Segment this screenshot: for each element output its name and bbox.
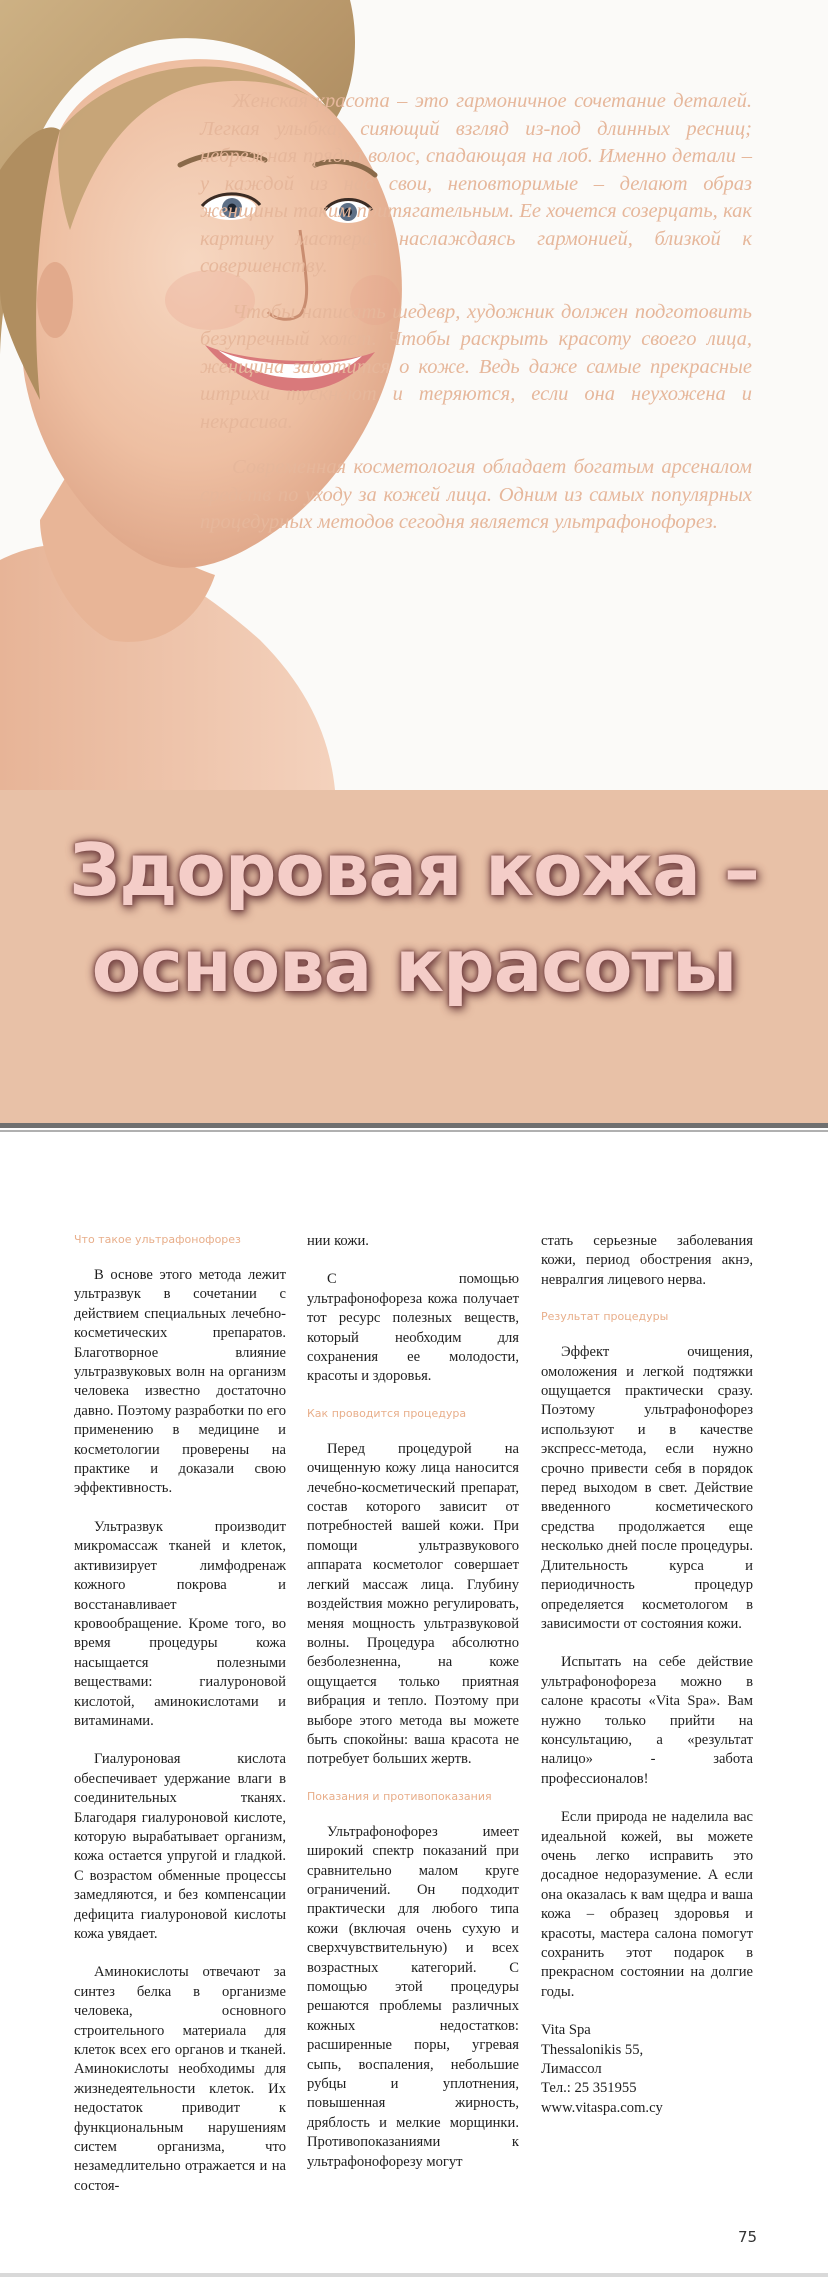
hero-photo-section [0,0,828,790]
article-column-1 [74,1232,286,2215]
paragraph: Ультразвук производит микромассаж тканей и клеток, активизирует лимфодренаж кожного покрова и восстанавливает кровообращение. Кроме того, во время процедуры кожа насыщается полезными веществами: гиалуроновой кислотой, аминокислотами и витаминами. [74,1518,286,1729]
article-column-3 [541,1232,753,2118]
paragraph: Эффект очищения, омоложения и легкой подтяжки ощущается практически сразу. Поэтому ультрафонофорез используют и в качестве экспресс-метода, если нужно срочно привести себя в порядок перед выходом в свет. Действие введенного косметического средства продолжается еще несколько дней после процедуры. Длительность курса и периодичность процедур определяется косметологом в зависимости от состояния кожи. [541,1344,753,1632]
title-line-1: Здоровая кожа – [69,828,759,912]
intro-paragraph: Чтобы написать шедевр, художник должен подготовить безупречный холст. Чтобы раскрыть красоту своего лица, женщина заботится о коже. Ведь даже самые прекрасные штрихи тускнеют и теряются, если она неухожена и некрасива. [200,300,752,433]
bottom-border [0,2273,828,2277]
article-title [0,822,828,1014]
paragraph: стать серьезные заболевания кожи, период обострения акнэ, невралгия лицевого нерва. [541,1233,753,1288]
paragraph: нии кожи. [307,1233,369,1249]
title-line-2: основа красоты [91,924,737,1008]
contact-address [541,2021,753,2118]
intro-paragraph: Женская красота – это гармоничное сочетание деталей. Легкая улыбка; сияющий взгляд из-под длинных ресниц; небрежная прядка волос, спадающая на лоб. Именно детали – у каждой из нас свои, неповторимые – делают образ женщины таким притягательным. Ее хочется созерцать, как картину мастера, наслаждаясь гармонией, близкой к совершенству. [200,90,752,277]
intro-text [200,88,752,555]
section-heading: Что такое ультрафонофорез [74,1233,241,1246]
paragraph: Испытать на себе действие ультрафонофореза можно в салоне красоты «Vita Spa». Вам нужно только прийти на консультацию, а «результат налицо» - забота профессионалов! [541,1654,753,1787]
paragraph: С помощью ультрафонофореза кожа получает тот ресурс полезных веществ, который необходим для сохранения ее молодости, красоты и здоровья. [307,1271,519,1385]
paragraph: Аминокислоты отвечают за синтез белка в организме человека, основного строительного материала для клеток всех его органов и тканей. Аминокислоты необходимы для жизнедеятельности клеток. Их недостаток приводит к функциональным нарушениям систем организма, что незамедлительно отражается и на состоя- [74,1964,286,2194]
page-number: 75 [738,2228,758,2246]
paragraph: Если природа не наделила вас идеальной кожей, вы можете очень легко исправить это досадное недоразумение. А если она оказалась к вам щедра и ваша кожа – образец здоровья и красоты, мастера салона помогут сохранить этот подарок в прекрасном состоянии на долгие годы. [541,1809,753,2000]
page-divider [0,1123,828,1128]
paragraph: Гиалуроновая кислота обеспечивает удержание влаги в соединительных тканях. Благодаря гиалуроновой кислоте, которую вырабатывает организм, кожа остается упругой и гладкой. С возрастом обменные процессы замедляются, и без компенсации дефицита гиалуроновой кислоты кожа увядает. [74,1751,286,1942]
section-heading: Результат процедуры [541,1310,669,1324]
section-heading: Показания и противопоказания [307,1789,492,1803]
section-heading: Как проводится процедура [307,1406,467,1420]
phone-line: Тел.: 25 351955 [541,2080,637,2097]
article-column-2 [307,1232,519,2191]
address-line: Thessalonikis 55, [541,2041,644,2058]
paragraph: В основе этого метода лежит ультразвук в сочетании с действием специальных лечебно-косметических препаратов. Благотворное влияние ультразвуковых волн на организм человека известно достаточно давно. Поэтому разработки по его применению в медицине и косметологии проверены на практике и доказали свою эффективность. [74,1267,286,1497]
paragraph: Перед процедурой на очищенную кожу лица наносится лечебно-косметический препарат, состав которого зависит от потребностей вашей кожи. При помощи ультразвукового аппарата косметолог совершает легкий массаж лица. Глубину воздействия можно регулировать, меняя мощность ультразвуковой волны. Процедура абсолютно безболезненна, на коже ощущается только приятная вибрация и тепло. Поэтому при выборе этого метода вы можете быть спокойны: ваша красота не потребует больших жертв. [307,1440,519,1768]
address-line: Лимассол [541,2061,602,2078]
address-line: Vita Spa [541,2022,591,2039]
paragraph: Ультрафонофорез имеет широкий спектр показаний при сравнительно малом круге ограничений. Он подходит практически для любого типа кожи (включая очень сухую и сверхчувствительную) и всех возрастных категорий. С помощью этой процедуры решаются проблемы различных кожных недостатков: расширенные поры, угревая сыпь, воспаления, небольшие рубцы и уплотнения, повышенная жирность, дряблость и мелкие морщинки. Противопоказаниями к ультрафонофорезу могут [307,1823,519,2170]
intro-paragraph: Современная косметология обладает богатым арсеналом средств по уходу за кожей лица. Одним из самых популярных процедурных методов сегодня является ультрафонофорез. [200,456,752,533]
title-banner [0,790,828,1123]
website-link[interactable]: www.vitaspa.com.cy [541,2099,663,2116]
page-divider [0,1130,828,1132]
